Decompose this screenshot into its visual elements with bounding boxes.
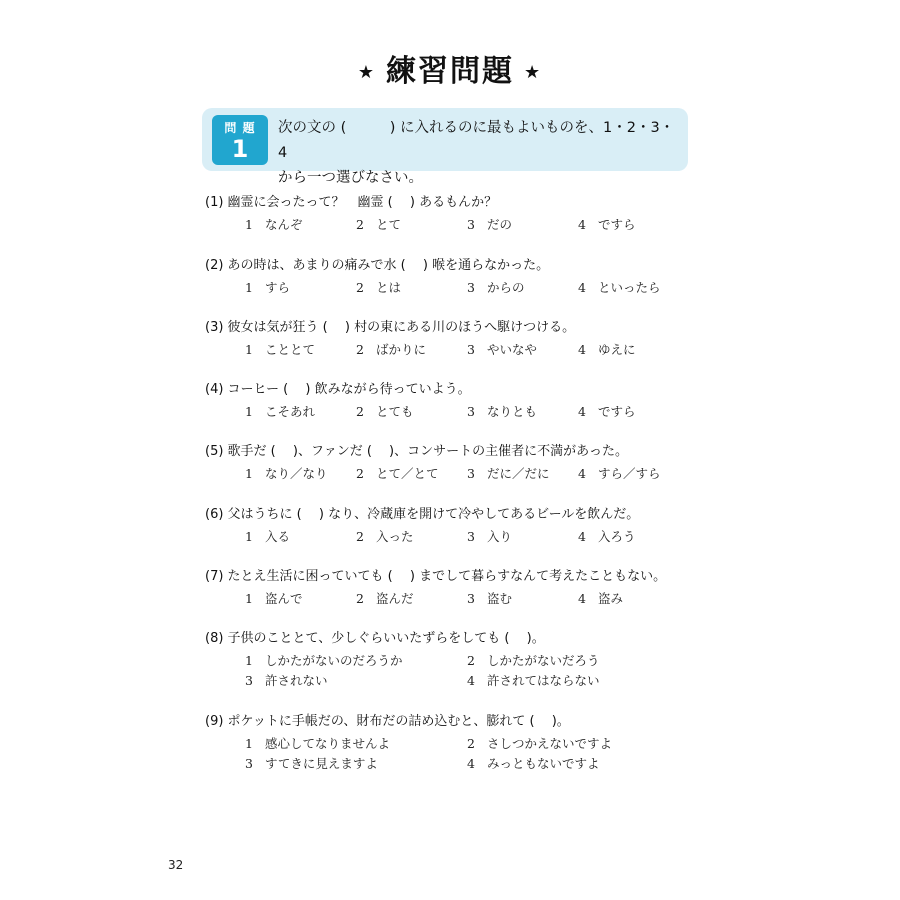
option-3[interactable]: 3 盗む bbox=[467, 591, 512, 606]
question-1 bbox=[205, 194, 765, 235]
option-row bbox=[205, 464, 765, 484]
option-4[interactable]: 4 といったら bbox=[578, 280, 661, 295]
question-3 bbox=[205, 319, 765, 360]
star-icon-right: ★ bbox=[524, 62, 543, 83]
option-row bbox=[205, 215, 765, 235]
option-4[interactable]: 4 ゆえに bbox=[578, 342, 636, 357]
option-row bbox=[205, 340, 765, 360]
question-4 bbox=[205, 381, 765, 422]
option-row-1 bbox=[205, 651, 765, 671]
option-3[interactable]: 3 だの bbox=[467, 217, 512, 232]
option-3[interactable]: 3 だに／だに bbox=[467, 466, 550, 481]
question-6 bbox=[205, 506, 765, 547]
option-row-2 bbox=[205, 671, 765, 691]
star-icon-left: ★ bbox=[357, 62, 376, 83]
page-title bbox=[0, 46, 900, 90]
question-stem: (9) ポケットに手帳だの、財布だの詰め込むと、膨れて ( )。 bbox=[205, 714, 570, 729]
option-4[interactable]: 4 ですら bbox=[578, 404, 636, 419]
option-row-2 bbox=[205, 754, 765, 774]
question-5 bbox=[205, 443, 765, 484]
option-row bbox=[205, 589, 765, 609]
question-7 bbox=[205, 568, 765, 609]
instruction-text bbox=[278, 116, 678, 191]
question-stem: (3) 彼女は気が狂う ( ) 村の東にある川のほうへ駆けつける。 bbox=[205, 320, 576, 335]
question-stem: (4) コーヒー ( ) 飲みながら待っていよう。 bbox=[205, 382, 471, 397]
option-1[interactable]: 1 すら bbox=[245, 280, 290, 295]
page-number: 32 bbox=[168, 858, 184, 872]
question-stem: (7) たとえ生活に困っていても ( ) までして暮らすなんて考えたこともない。 bbox=[205, 569, 667, 584]
option-row-1 bbox=[205, 734, 765, 754]
option-4[interactable]: 4 許されてはならない bbox=[467, 673, 600, 688]
option-1[interactable]: 1 盗んで bbox=[245, 591, 303, 606]
question-stem: (8) 子供のこととて、少しぐらいいたずらをしても ( )。 bbox=[205, 631, 545, 646]
option-3[interactable]: 3 すてきに見えますよ bbox=[245, 756, 378, 771]
option-4[interactable]: 4 すら／すら bbox=[578, 466, 661, 481]
option-3[interactable]: 3 からの bbox=[467, 280, 525, 295]
option-4[interactable]: 4 ですら bbox=[578, 217, 636, 232]
option-1[interactable]: 1 こととて bbox=[245, 342, 315, 357]
option-row bbox=[205, 278, 765, 298]
badge-number: 1 bbox=[231, 135, 249, 163]
option-2[interactable]: 2 とて／とて bbox=[356, 466, 439, 481]
option-2[interactable]: 2 ばかりに bbox=[356, 342, 426, 357]
question-stem: (6) 父はうちに ( ) なり、冷蔵庫を開けて冷やしてあるビールを飲んだ。 bbox=[205, 507, 640, 522]
option-row bbox=[205, 402, 765, 422]
option-2[interactable]: 2 入った bbox=[356, 529, 414, 544]
option-1[interactable]: 1 入る bbox=[245, 529, 290, 544]
option-1[interactable]: 1 なり／なり bbox=[245, 466, 328, 481]
option-2[interactable]: 2 しかたがないだろう bbox=[467, 653, 600, 668]
option-4[interactable]: 4 盗み bbox=[578, 591, 623, 606]
question-stem: (5) 歌手だ ( )、ファンだ ( )、コンサートの主催者に不満があった。 bbox=[205, 444, 628, 459]
option-3[interactable]: 3 許されない bbox=[245, 673, 328, 688]
question-8 bbox=[205, 630, 765, 691]
option-3[interactable]: 3 やいなや bbox=[467, 342, 537, 357]
instruction-box bbox=[202, 108, 688, 186]
option-row bbox=[205, 527, 765, 547]
question-9 bbox=[205, 713, 765, 774]
option-3[interactable]: 3 なりとも bbox=[467, 404, 537, 419]
option-1[interactable]: 1 感心してなりませんよ bbox=[245, 736, 390, 751]
option-1[interactable]: 1 しかたがないのだろうか bbox=[245, 653, 403, 668]
option-2[interactable]: 2 盗んだ bbox=[356, 591, 414, 606]
option-1[interactable]: 1 なんぞ bbox=[245, 217, 303, 232]
option-2[interactable]: 2 とても bbox=[356, 404, 414, 419]
instruction-line-1: 次の文の ( ) に入れるのに最もよいものを、1・2・3・4 bbox=[278, 120, 675, 161]
option-2[interactable]: 2 さしつかえないですよ bbox=[467, 736, 612, 751]
option-2[interactable]: 2 とは bbox=[356, 280, 401, 295]
option-1[interactable]: 1 こそあれ bbox=[245, 404, 315, 419]
option-4[interactable]: 4 入ろう bbox=[578, 529, 636, 544]
question-2 bbox=[205, 257, 765, 298]
question-stem: (1) 幽霊に会ったって？ 幽霊 ( ) あるもんか？ bbox=[205, 195, 498, 210]
instruction-line-2: から一つ選びなさい。 bbox=[278, 170, 423, 186]
question-badge bbox=[212, 115, 268, 165]
option-4[interactable]: 4 みっともないですよ bbox=[467, 756, 600, 771]
badge-label: 問 題 bbox=[224, 121, 256, 135]
option-2[interactable]: 2 とて bbox=[356, 217, 401, 232]
question-stem: (2) あの時は、あまりの痛みで水 ( ) 喉を通らなかった。 bbox=[205, 258, 550, 273]
option-3[interactable]: 3 入り bbox=[467, 529, 512, 544]
title-text: 練習問題 bbox=[386, 54, 514, 89]
